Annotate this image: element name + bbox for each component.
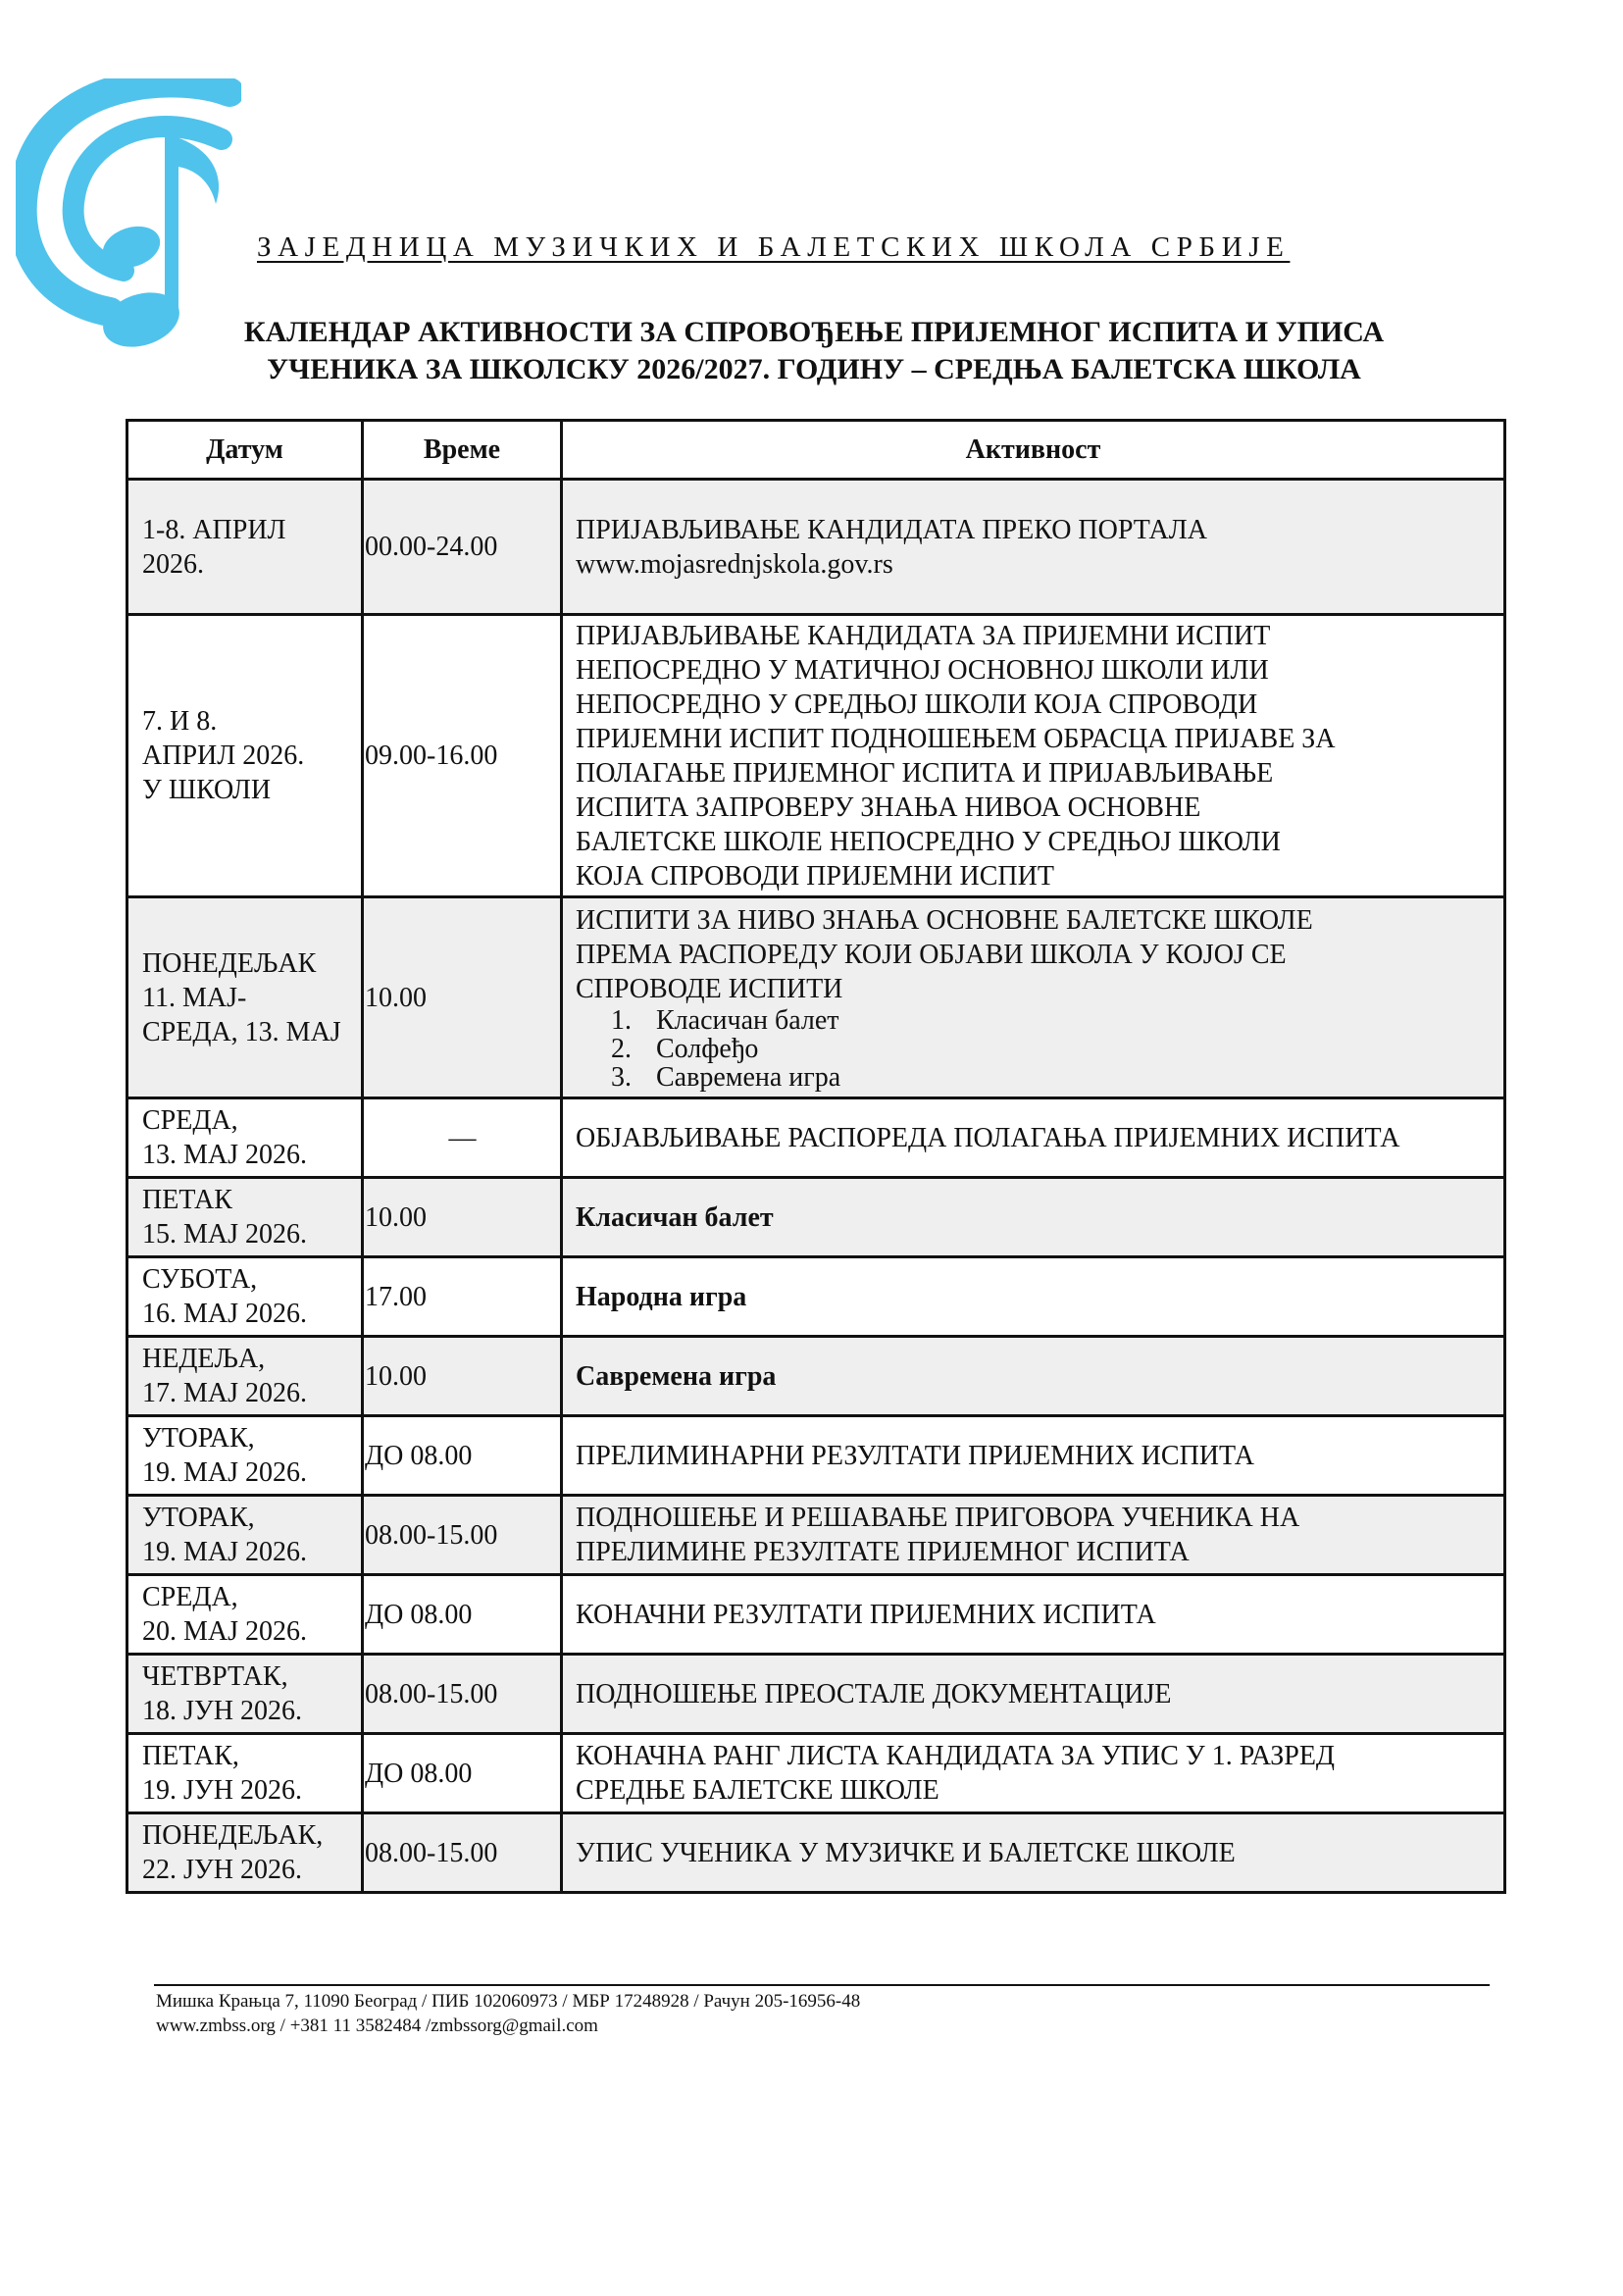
row-time: 08.00-15.00 bbox=[363, 1496, 562, 1575]
row-time: 08.00-15.00 bbox=[363, 1655, 562, 1734]
list-item: 1. Класичан балет bbox=[638, 1006, 1499, 1035]
table-row bbox=[127, 897, 1505, 1098]
music-school-logo-icon bbox=[16, 78, 241, 348]
row-activity: КОНАЧНА РАНГ ЛИСТА КАНДИДАТА ЗА УПИС У 1. РАЗРЕД СРЕДЊЕ БАЛЕТСКЕ ШКОЛЕ bbox=[562, 1734, 1505, 1813]
table-row bbox=[127, 1178, 1505, 1257]
table-row bbox=[127, 1575, 1505, 1655]
title-line-1: КАЛЕНДАР АКТИВНОСТИ ЗА СПРОВОЂЕЊЕ ПРИЈЕМНОГ ИСПИТА И УПИСА bbox=[243, 316, 1385, 348]
row-activity: ПОДНОШЕЊЕ И РЕШАВАЊЕ ПРИГОВОРА УЧЕНИКА НА ПРЕЛИМИНЕ РЕЗУЛТАТЕ ПРИЈЕМНОГ ИСПИТА bbox=[562, 1496, 1505, 1575]
table-header-row bbox=[127, 421, 1505, 480]
row-time: ДО 08.00 bbox=[363, 1734, 562, 1813]
header-time: Време bbox=[363, 421, 562, 480]
row-activity: ПРЕЛИМИНАРНИ РЕЗУЛТАТИ ПРИЈЕМНИХ ИСПИТА bbox=[562, 1416, 1505, 1496]
row-activity: ПРИЈАВЉИВАЊЕ КАНДИДАТА ЗА ПРИЈЕМНИ ИСПИТ НЕПОСРЕДНО У МАТИЧНОЈ ОСНОВНОЈ ШКОЛИ ИЛИ НЕПОСРЕДНО У СРЕДЊОЈ ШКОЛИ КОЈА СПРОВОДИ ПРИЈЕМНИ ИСПИТ ПОДНОШЕЊЕМ ОБРАСЦА ПРИЈАВЕ ЗА ПОЛАГАЊЕ ПРИЈЕМНОГ ИСПИТА И ПРИЈАВЉИВАЊЕ ИСПИТА ЗАПРОВЕРУ ЗНАЊА НИВОА ОСНОВНЕ БАЛЕТСКЕ ШКОЛЕ НЕПОСРЕДНО У СРЕДЊОЈ ШКОЛИ КОЈА СПРОВОДИ ПРИЈЕМНИ ИСПИТ bbox=[562, 615, 1505, 897]
organization-name: ЗАЈЕДНИЦА МУЗИЧКИХ И БАЛЕТСКИХ ШКОЛА СРБИЈЕ bbox=[257, 231, 1291, 263]
row-time: 09.00-16.00 bbox=[363, 615, 562, 897]
row-activity: ИСПИТИ ЗА НИВО ЗНАЊА ОСНОВНЕ БАЛЕТСКЕ ШКОЛЕ ПРЕМА РАСПОРЕДУ КОЈИ ОБЈАВИ ШКОЛА У КОЈОЈ СЕ СПРОВОДЕ ИСПИТИ 1. Класичан балет 2. Солфеђо 3. Савремена игра bbox=[562, 897, 1505, 1098]
table-row bbox=[127, 1813, 1505, 1893]
row-time: — bbox=[363, 1098, 562, 1178]
row-date: НЕДЕЉА, 17. МАЈ 2026. bbox=[127, 1337, 363, 1416]
row-time: 08.00-15.00 bbox=[363, 1813, 562, 1893]
table-row bbox=[127, 1416, 1505, 1496]
row-date: ПОНЕДЕЉАК 11. МАЈ- СРЕДА, 13. МАЈ bbox=[127, 897, 363, 1098]
row-time: 10.00 bbox=[363, 897, 562, 1098]
row-time: 10.00 bbox=[363, 1337, 562, 1416]
table-row bbox=[127, 1337, 1505, 1416]
row-date: 1-8. АПРИЛ 2026. bbox=[127, 480, 363, 615]
row-date: СУБОТА, 16. МАЈ 2026. bbox=[127, 1257, 363, 1337]
row-date: УТОРАК, 19. МАЈ 2026. bbox=[127, 1496, 363, 1575]
table-row bbox=[127, 1496, 1505, 1575]
row-date: ЧЕТВРТАК, 18. ЈУН 2026. bbox=[127, 1655, 363, 1734]
document-title bbox=[127, 314, 1500, 388]
header-date: Датум bbox=[127, 421, 363, 480]
row-date: ПЕТАК, 19. ЈУН 2026. bbox=[127, 1734, 363, 1813]
footer-divider bbox=[154, 1984, 1490, 1986]
row-activity: ПОДНОШЕЊЕ ПРЕОСТАЛЕ ДОКУМЕНТАЦИЈЕ bbox=[562, 1655, 1505, 1734]
row-activity: Класичан балет bbox=[562, 1178, 1505, 1257]
row-date: ПЕТАК 15. МАЈ 2026. bbox=[127, 1178, 363, 1257]
header-activity: Активност bbox=[562, 421, 1505, 480]
row-date: ПОНЕДЕЉАК, 22. ЈУН 2026. bbox=[127, 1813, 363, 1893]
title-line-2: УЧЕНИКА ЗА ШКОЛСКУ 2026/2027. ГОДИНУ – СРЕДЊА БАЛЕТСКА ШКОЛА bbox=[267, 353, 1361, 385]
list-item: 3. Савремена игра bbox=[638, 1063, 1499, 1092]
row-activity: ОБЈАВЉИВАЊЕ РАСПОРЕДА ПОЛАГАЊА ПРИЈЕМНИХ ИСПИТА bbox=[562, 1098, 1505, 1178]
row-time: ДО 08.00 bbox=[363, 1416, 562, 1496]
list-item: 2. Солфеђо bbox=[638, 1035, 1499, 1063]
row-activity: Савремена игра bbox=[562, 1337, 1505, 1416]
row-time: 17.00 bbox=[363, 1257, 562, 1337]
table-row bbox=[127, 1734, 1505, 1813]
table-row bbox=[127, 480, 1505, 615]
row-time: 00.00-24.00 bbox=[363, 480, 562, 615]
row-activity: КОНАЧНИ РЕЗУЛТАТИ ПРИЈЕМНИХ ИСПИТА bbox=[562, 1575, 1505, 1655]
footer-contact: www.zmbss.org / +381 11 3582484 /zmbssorg@gmail.com bbox=[156, 2015, 598, 2036]
table-row bbox=[127, 1655, 1505, 1734]
footer bbox=[156, 1989, 860, 2038]
row-activity: УПИС УЧЕНИКА У МУЗИЧКЕ И БАЛЕТСКЕ ШКОЛЕ bbox=[562, 1813, 1505, 1893]
row-date: 7. И 8. АПРИЛ 2026. У ШКОЛИ bbox=[127, 615, 363, 897]
row-date: СРЕДА, 13. МАЈ 2026. bbox=[127, 1098, 363, 1178]
table-row bbox=[127, 1257, 1505, 1337]
row-activity: Народна игра bbox=[562, 1257, 1505, 1337]
table-row bbox=[127, 1098, 1505, 1178]
activity-calendar-table bbox=[126, 419, 1506, 1894]
row-time: 10.00 bbox=[363, 1178, 562, 1257]
footer-address: Мишка Крањца 7, 11090 Београд / ПИБ 102060973 / МБР 17248928 / Рачун 205-16956-48 bbox=[156, 1991, 861, 2012]
exam-subject-list bbox=[576, 1006, 1499, 1092]
row-time: ДО 08.00 bbox=[363, 1575, 562, 1655]
row-date: УТОРАК, 19. МАЈ 2026. bbox=[127, 1416, 363, 1496]
table-row bbox=[127, 615, 1505, 897]
row-date: СРЕДА, 20. МАЈ 2026. bbox=[127, 1575, 363, 1655]
row-activity: ПРИЈАВЉИВАЊЕ КАНДИДАТА ПРЕКО ПОРТАЛА www.mojasrednjskola.gov.rs bbox=[562, 480, 1505, 615]
